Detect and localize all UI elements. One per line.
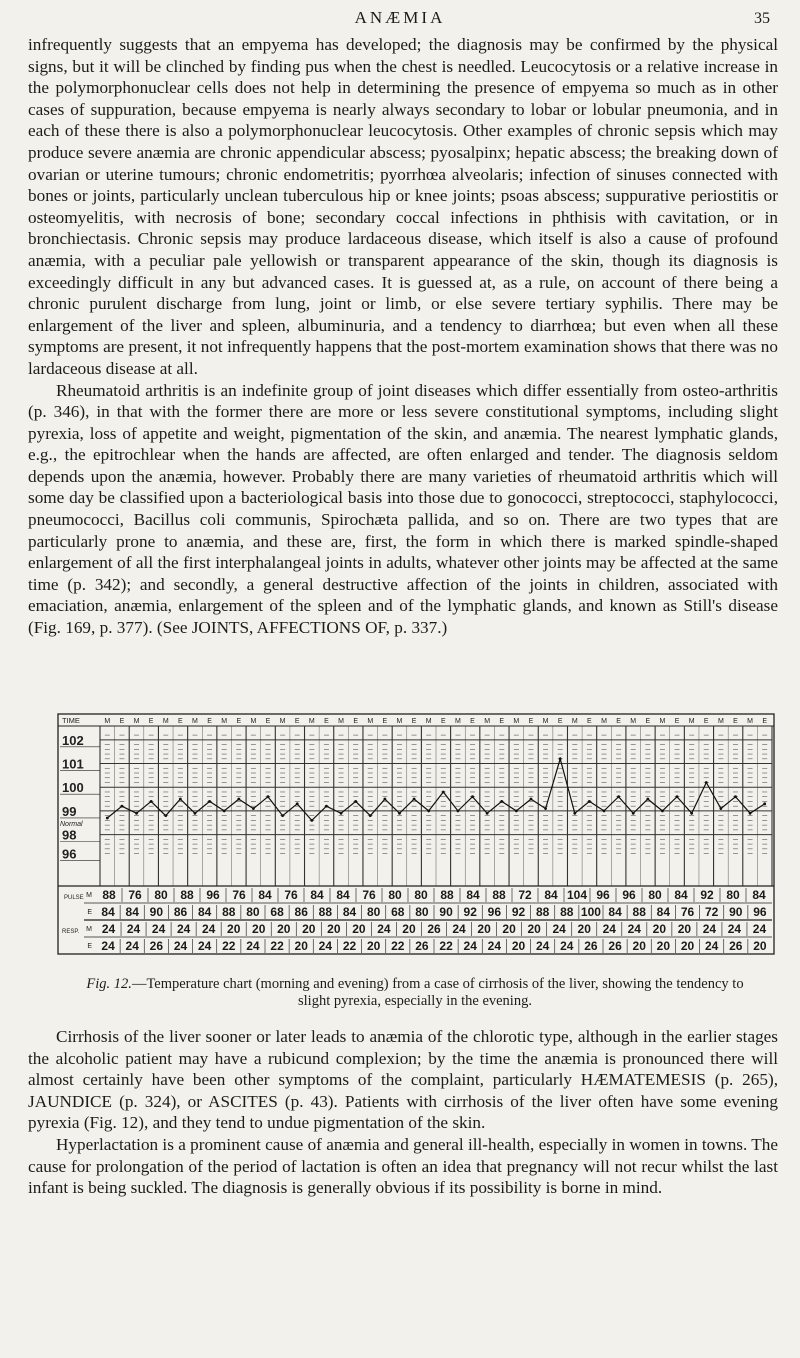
temperature-point	[383, 798, 386, 801]
time-label: E	[587, 718, 592, 725]
table-cell: 24	[246, 939, 260, 953]
temperature-point	[354, 800, 357, 803]
table-cell: 84	[466, 888, 480, 902]
table-cell: 24	[377, 922, 391, 936]
table-cell: 92	[511, 905, 526, 919]
table-cell: 80	[414, 888, 428, 902]
table-cell: 26	[608, 939, 622, 953]
temperature-point	[676, 795, 679, 798]
y-tick-label: 100	[62, 780, 84, 796]
temperature-point	[749, 812, 752, 815]
table-cell: 96	[206, 888, 220, 902]
table-cell: 92	[700, 888, 714, 902]
temperature-point	[267, 795, 270, 798]
row-label: E	[87, 909, 92, 916]
temperature-point	[763, 802, 766, 805]
table-cell: 86	[173, 905, 188, 919]
time-label: E	[703, 718, 709, 725]
temperature-point	[559, 757, 562, 760]
time-label: E	[265, 718, 271, 725]
table-cell: 88	[180, 888, 194, 902]
temperature-point	[573, 812, 576, 815]
time-label: E	[499, 718, 505, 725]
table-cell: 86	[294, 905, 308, 919]
table-cell: 24	[752, 922, 767, 936]
paragraph: infrequently suggests that an empyema has developed; the diagnosis may be confirmed by the physical signs, but it will be clinched by finding pus when the chest is needled. Leucocytosis or a relative increase in the polymorphonuclear cells does not help in determining the presence of empyema so much as in other cases of suppuration, because empyema is nearly always secondary to lobar or lobular pneumonia, and in each of these there is also a polymorphonuclear leucocytosis. Other examples of chronic sepsis which may produce severe anæmia are chronic appendicular abscess; pyosalpinx; hepatic abscess; the breaking down of ovarian or uterine tumours; chronic endometritis; pyorrhœa alveolaris; infection of sinuses connected with bones or joints, particularly unclean tuberculous hip or knee joints; psoas abscess; suppurative periostitis or osteomyelitis, with necrosis of bone; secondary coccal infections in phthisis with cavitation, or in bronchiectasis. Chronic sepsis may produce lardaceous disease, which itself is also a cause of profound anæmia, with a peculiar pale yellowish or transparent appearance of the skin, though its diagnosis is exceedingly difficult in any but advanced cases. It is guessed at, as a rule, on account of there being a chronic purulent discharge from lung, joint or limb, or else severe tertiary syphilis. There may be enlargement of the liver and spleen, albuminuria, and a tendency to diarrhœa; but even when all these symptoms are present, it not infrequently happens that the post-mortem examination shows that there was no lardaceous disease at all.	[28, 35, 778, 378]
temperature-chart-svg	[56, 712, 776, 958]
table-cell: 24	[487, 939, 502, 953]
temperature-point	[150, 800, 153, 803]
time-label: E	[645, 718, 651, 725]
table-cell: 22	[439, 939, 453, 953]
table-cell: 24	[125, 939, 139, 953]
table-cell: 24	[727, 922, 742, 936]
temperature-point	[296, 802, 299, 805]
table-cell: 90	[149, 905, 164, 919]
time-label: M	[250, 718, 257, 725]
temperature-point	[617, 795, 620, 798]
temperature-point	[646, 798, 649, 801]
temperature-point	[208, 800, 211, 803]
table-cell: 20	[652, 922, 667, 936]
time-label: E	[557, 718, 563, 725]
temperature-point	[413, 798, 416, 801]
table-cell: 88	[632, 905, 646, 919]
figure-caption	[70, 976, 760, 1010]
table-cell: 24	[173, 939, 188, 953]
table-cell: 22	[270, 939, 284, 953]
table-cell: 90	[439, 905, 453, 919]
page-header	[0, 4, 800, 34]
table-cell: 20	[477, 922, 491, 936]
temperature-point	[398, 812, 401, 815]
temperature-point	[179, 798, 182, 801]
temperature-chart	[56, 712, 776, 958]
paragraph: Rheumatoid arthritis is an indefinite group of joint diseases which differ essentially from osteo-arthritis (p. 346), in that with the former there are more or less severe constitutional symptoms, including slight pyrexia, loss of appetite and weight, pigmentation of the skin, and anæmia. The nearest lymphatic glands, e.g., the epitrochlear when the hands are affected, are often enlarged and tender. The diagnosis seldom depends upon the anæmia, however. Probably there are many varieties of rheumatoid arthritis which will some day be classified upon a bacteriological basis into those due to gonococci, streptococci, staphylococci, pneumococci, Bacillus coli communis, Spirochæta pallida, and so on. There are two types that are particularly prone to anæmia, and these are, first, the form in which there is marked spindle-shaped enlargement of all the first interphalangeal joints in adults, whatever other joints may be affected at the same time (p. 342); and secondly, a general destructive affection of the joints in children, associated with emaciation, anæmia, enlargement of the spleen and of the lymphatic glands, and known as Still's disease (Fig. 169, p. 377). (See JOINTS, AFFECTIONS OF, p. 337.)	[28, 380, 778, 638]
time-label: M	[630, 718, 637, 725]
table-cell: 24	[101, 939, 115, 953]
body-text-bottom	[28, 1026, 778, 1199]
table-cell: 20	[656, 939, 671, 953]
table-cell: 20	[294, 939, 308, 953]
caption-text: —Temperature chart (morning and evening) from a case of cirrhosis of the liver, showing the tendency to slight pyrexia, especially in the evening.	[131, 976, 744, 1009]
table-cell: 24	[176, 922, 191, 936]
table-cell: 22	[391, 939, 405, 953]
temperature-point	[223, 810, 226, 813]
body-text-top	[28, 34, 778, 639]
temperature-point	[705, 781, 708, 784]
temperature-point	[661, 810, 664, 813]
row-label: M	[86, 926, 92, 933]
temperature-point	[457, 810, 460, 813]
table-cell: 76	[680, 905, 695, 919]
table-cell: 72	[704, 905, 719, 919]
y-tick-label: 99	[62, 803, 77, 819]
table-cell: 20	[632, 939, 646, 953]
table-cell: 76	[128, 888, 142, 902]
time-label: E	[470, 718, 475, 725]
running-title: ANÆMIA	[354, 8, 446, 27]
table-cell: 96	[487, 905, 502, 919]
normal-label: Normal	[60, 820, 83, 828]
table-cell: 20	[753, 939, 767, 953]
time-label: E	[324, 718, 329, 725]
time-label: M	[659, 718, 666, 725]
time-label: M	[192, 718, 198, 725]
table-cell: 80	[154, 888, 168, 902]
temperature-point	[690, 812, 693, 815]
temperature-point	[442, 791, 445, 794]
table-cell: 80	[726, 888, 740, 902]
pulse-label: PULSE	[64, 895, 84, 901]
table-cell: 80	[648, 888, 662, 902]
time-label: M	[367, 718, 374, 725]
time-label: M	[571, 718, 578, 725]
table-cell: 88	[560, 905, 574, 919]
paragraph: Cirrhosis of the liver sooner or later leads to anæmia of the chlorotic type, although in the earlier stages the alcoholic patient may have a rubicund complexion; by the time the anæmia is pronounced there will almost certainly have been other symptoms of the complaint, particularly HÆMATEMESIS (p. 265), JAUNDICE (p. 324), or ASCITES (p. 43). Patients with cirrhosis of the liver often have some evening pyrexia (Fig. 12), and they tend to undue pigmentation of the skin.	[28, 1027, 778, 1133]
time-label: E	[119, 718, 125, 725]
table-cell: 104	[566, 888, 588, 902]
temperature-point	[135, 812, 138, 815]
time-label: M	[747, 718, 754, 725]
time-header: TIME	[62, 716, 80, 725]
table-cell: 68	[391, 905, 405, 919]
table-cell: 26	[584, 939, 598, 953]
row-label: M	[86, 892, 92, 899]
time-label: E	[674, 718, 680, 725]
temperature-point	[734, 795, 737, 798]
table-cell: 84	[342, 905, 357, 919]
temperature-point	[121, 805, 124, 808]
table-cell: 20	[227, 922, 241, 936]
table-cell: 24	[535, 939, 550, 953]
table-cell: 22	[342, 939, 357, 953]
table-cell: 20	[402, 922, 416, 936]
table-cell: 72	[518, 888, 532, 902]
table-cell: 84	[125, 905, 139, 919]
temperature-point	[194, 812, 197, 815]
time-label: E	[353, 718, 358, 725]
time-label: M	[454, 718, 461, 725]
table-cell: 24	[197, 939, 212, 953]
time-label: E	[440, 718, 446, 725]
time-label: M	[308, 718, 315, 725]
time-label: M	[133, 718, 140, 725]
table-cell: 20	[511, 939, 526, 953]
table-cell: 20	[366, 939, 381, 953]
temperature-point	[719, 807, 722, 810]
table-cell: 76	[232, 888, 246, 902]
time-label: M	[279, 718, 286, 725]
table-cell: 24	[602, 922, 616, 936]
table-cell: 68	[270, 905, 284, 919]
table-cell: 24	[552, 922, 566, 936]
time-label: E	[148, 718, 154, 725]
table-cell: 84	[544, 888, 558, 902]
time-label: E	[207, 718, 212, 725]
table-cell: 20	[527, 922, 541, 936]
temperature-point	[471, 795, 474, 798]
time-label: M	[162, 718, 169, 725]
time-label: E	[616, 718, 621, 725]
table-cell: 96	[622, 888, 636, 902]
time-label: M	[396, 718, 403, 725]
temperature-point	[603, 810, 606, 813]
temperature-point	[164, 814, 167, 817]
table-cell: 24	[704, 939, 719, 953]
temperature-point	[237, 798, 240, 801]
table-cell: 24	[151, 922, 166, 936]
table-cell: 26	[729, 939, 743, 953]
table-cell: 88	[102, 888, 116, 902]
temperature-point	[515, 810, 518, 813]
table-cell: 20	[302, 922, 316, 936]
table-cell: 92	[463, 905, 477, 919]
temperature-point	[325, 805, 328, 808]
time-label: E	[762, 718, 768, 725]
table-cell: 24	[627, 922, 641, 936]
row-label: E	[87, 943, 92, 950]
time-label: M	[425, 718, 432, 725]
time-label: E	[236, 718, 242, 725]
table-cell: 24	[560, 939, 574, 953]
table-cell: 26	[149, 939, 164, 953]
temperature-point	[588, 800, 591, 803]
table-cell: 20	[252, 922, 266, 936]
temperature-point	[310, 819, 313, 822]
table-cell: 20	[327, 922, 341, 936]
table-cell: 20	[577, 922, 591, 936]
resp-label: RESP.	[62, 929, 80, 935]
table-cell: 20	[680, 939, 695, 953]
table-cell: 24	[452, 922, 466, 936]
temperature-point	[427, 810, 430, 813]
table-cell: 80	[366, 905, 381, 919]
table-cell: 26	[415, 939, 429, 953]
table-cell: 24	[318, 939, 333, 953]
table-cell: 22	[222, 939, 236, 953]
time-label: M	[484, 718, 491, 725]
temperature-point	[369, 814, 372, 817]
y-tick-label: 96	[62, 846, 77, 862]
time-label: M	[513, 718, 520, 725]
table-cell: 96	[753, 905, 767, 919]
table-cell: 20	[677, 922, 692, 936]
temperature-point	[252, 807, 255, 810]
table-cell: 80	[246, 905, 260, 919]
table-cell: 84	[258, 888, 272, 902]
table-cell: 88	[318, 905, 333, 919]
table-cell: 76	[284, 888, 298, 902]
table-cell: 84	[310, 888, 324, 902]
time-label: E	[178, 718, 183, 725]
time-label: M	[688, 718, 695, 725]
table-cell: 84	[336, 888, 350, 902]
table-cell: 80	[388, 888, 402, 902]
temperature-point	[340, 812, 343, 815]
time-label: M	[717, 718, 724, 725]
temperature-point	[106, 817, 109, 820]
table-cell: 20	[277, 922, 291, 936]
table-cell: 84	[197, 905, 212, 919]
figure-label: Fig. 12.	[86, 976, 132, 992]
table-cell: 96	[596, 888, 610, 902]
time-label: E	[411, 718, 417, 725]
table-cell: 84	[752, 888, 766, 902]
time-label: M	[104, 718, 111, 725]
time-label: M	[542, 718, 549, 725]
table-cell: 88	[440, 888, 454, 902]
temperature-point	[486, 812, 489, 815]
table-cell: 76	[362, 888, 376, 902]
time-label: E	[382, 718, 388, 725]
table-cell: 24	[101, 922, 116, 936]
time-label: M	[338, 718, 344, 725]
temperature-point	[281, 814, 284, 817]
temperature-point	[530, 798, 533, 801]
temperature-point	[500, 800, 503, 803]
y-tick-label: 102	[62, 732, 84, 748]
table-cell: 20	[502, 922, 516, 936]
table-cell: 90	[729, 905, 743, 919]
y-tick-label: 101	[62, 756, 84, 772]
time-label: E	[528, 718, 534, 725]
table-cell: 84	[101, 905, 115, 919]
temperature-point	[632, 812, 635, 815]
table-cell: 100	[580, 905, 601, 919]
time-label: E	[733, 718, 738, 725]
table-cell: 88	[222, 905, 236, 919]
table-cell: 84	[674, 888, 688, 902]
time-label: E	[294, 718, 300, 725]
time-label: M	[221, 718, 228, 725]
table-cell: 26	[427, 922, 441, 936]
time-label: M	[601, 718, 607, 725]
table-cell: 24	[463, 939, 477, 953]
table-cell: 80	[415, 905, 429, 919]
table-cell: 24	[126, 922, 141, 936]
paragraph: Hyperlactation is a prominent cause of anæmia and general ill-health, especially in women in towns. The cause for prolongation of the period of lactation is often an idea that pregnancy will not recur whilst the last infant is being suckled. The diagnosis is generally obvious if its possibility is borne in mind.	[28, 1134, 778, 1198]
table-cell: 84	[656, 905, 671, 919]
table-cell: 88	[535, 905, 550, 919]
table-cell: 24	[201, 922, 216, 936]
table-cell: 20	[352, 922, 366, 936]
table-cell: 88	[492, 888, 506, 902]
page-number: 35	[754, 10, 770, 27]
y-tick-label: 98	[62, 827, 77, 843]
table-cell: 84	[608, 905, 622, 919]
table-cell: 24	[702, 922, 717, 936]
temperature-point	[544, 807, 547, 810]
